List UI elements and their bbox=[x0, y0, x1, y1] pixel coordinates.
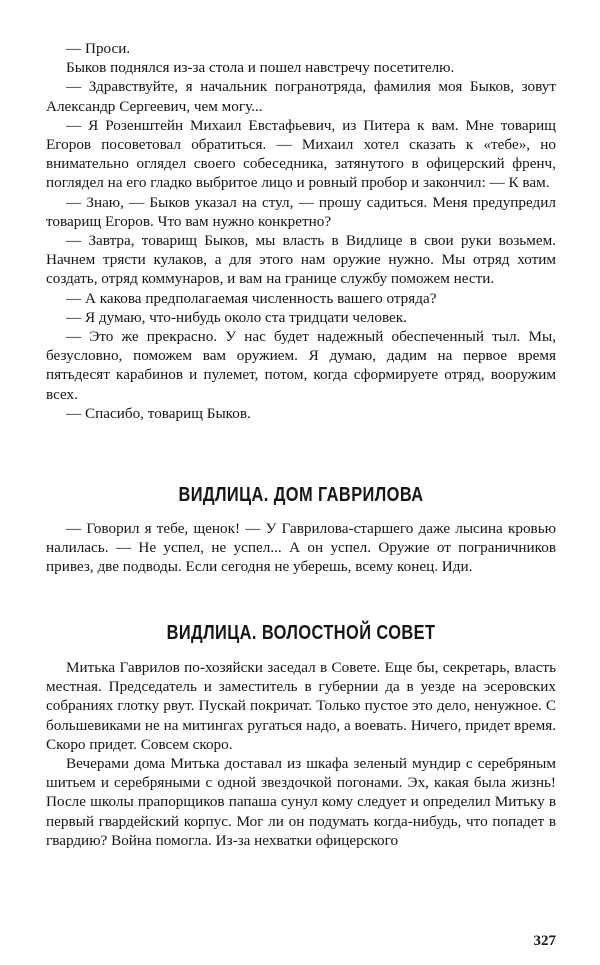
paragraph: Вечерами дома Митька доставал из шкафа зеленый мундир с серебряным шитьем и серебряными с одной звездочкой погонами. Эх, какая была жизнь! После школы прапорщиков папаша сунул кому следует и определил Митьку в первый гвардейский корпус. Мог ли он подумать когда-нибудь, что попадет в гвардию? Война помогла. Из-за нехватки офицерского bbox=[46, 755, 556, 849]
section-heading: ВИДЛИЦА. ДОМ ГАВРИЛОВА bbox=[178, 484, 424, 506]
paragraph: — Проси. bbox=[66, 40, 131, 57]
paragraph: Митька Гаврилов по-хозяйски заседал в Совете. Еще бы, секретарь, власть местная. Председатель и заместитель в губернии да в уезде на эсеровских собраниях глотку рвут. Пускай покричат. Только пустое это дело, ненужное. С большевиками не на митингах ругаться надо, а воевать. Ничего, придет время. Скоро придет. Совсем скоро. bbox=[46, 659, 556, 753]
paragraph: — А какова предполагаемая численность вашего отряда? bbox=[66, 289, 437, 307]
page-number: 327 bbox=[533, 933, 556, 949]
paragraph: — Спасибо, товарищ Быков. bbox=[66, 404, 251, 422]
house-section bbox=[46, 519, 556, 577]
section-heading: ВИДЛИЦА. ВОЛОСТНОЙ СОВЕТ bbox=[166, 622, 436, 644]
paragraph: — Говорил я тебе, щенок! — У Гаврилова-старшего даже лысина кровью налилась. — Не успел, не успел... А он успел. Оружие от пограничников привез, две подводы. Если сегодня не уберешь, всему конец. Иди. bbox=[46, 520, 556, 576]
dialogue-section bbox=[46, 39, 556, 423]
paragraph: Быков поднялся из-за стола и пошел навстречу посетителю. bbox=[66, 59, 455, 77]
council-section bbox=[46, 658, 556, 850]
paragraph: — Знаю, — Быков указал на стул, — прошу садиться. Меня предупредил товарищ Егоров. Что вам нужно конкретно? bbox=[46, 193, 556, 230]
paragraph: — Здравствуйте, я начальник погранотряда, фамилия моя Быков, зовут Александр Сергеевич, чем могу... bbox=[46, 78, 556, 115]
paragraph: — Я Розенштейн Михаил Евстафьевич, из Питера к вам. Мне товарищ Егоров посоветовал обратиться. — Михаил хотел сказать к «тебе», но внимательно оглядел своего собеседника, затянутого в офицерский френч, поглядел на его гладко выбритое лицо и ровный пробор и закончил: — К вам. bbox=[46, 116, 556, 192]
paragraph: — Это же прекрасно. У нас будет надежный обеспеченный тыл. Мы, безусловно, поможем вам оружием. Я думаю, дадим на первое время пятьдесят карабинов и пулемет, потом, когда сформируете отряд, вооружим всех. bbox=[46, 328, 556, 403]
paragraph: — Я думаю, что-нибудь около ста тридцати человек. bbox=[66, 308, 407, 326]
paragraph: — Завтра, товарищ Быков, мы власть в Видлице в свои руки возьмем. Начнем трясти кулаков, а для этого нам оружие нужно. Мы отряд хотим создать, отряд коммунаров, и вам на границе службу поможем нести. bbox=[46, 232, 556, 288]
